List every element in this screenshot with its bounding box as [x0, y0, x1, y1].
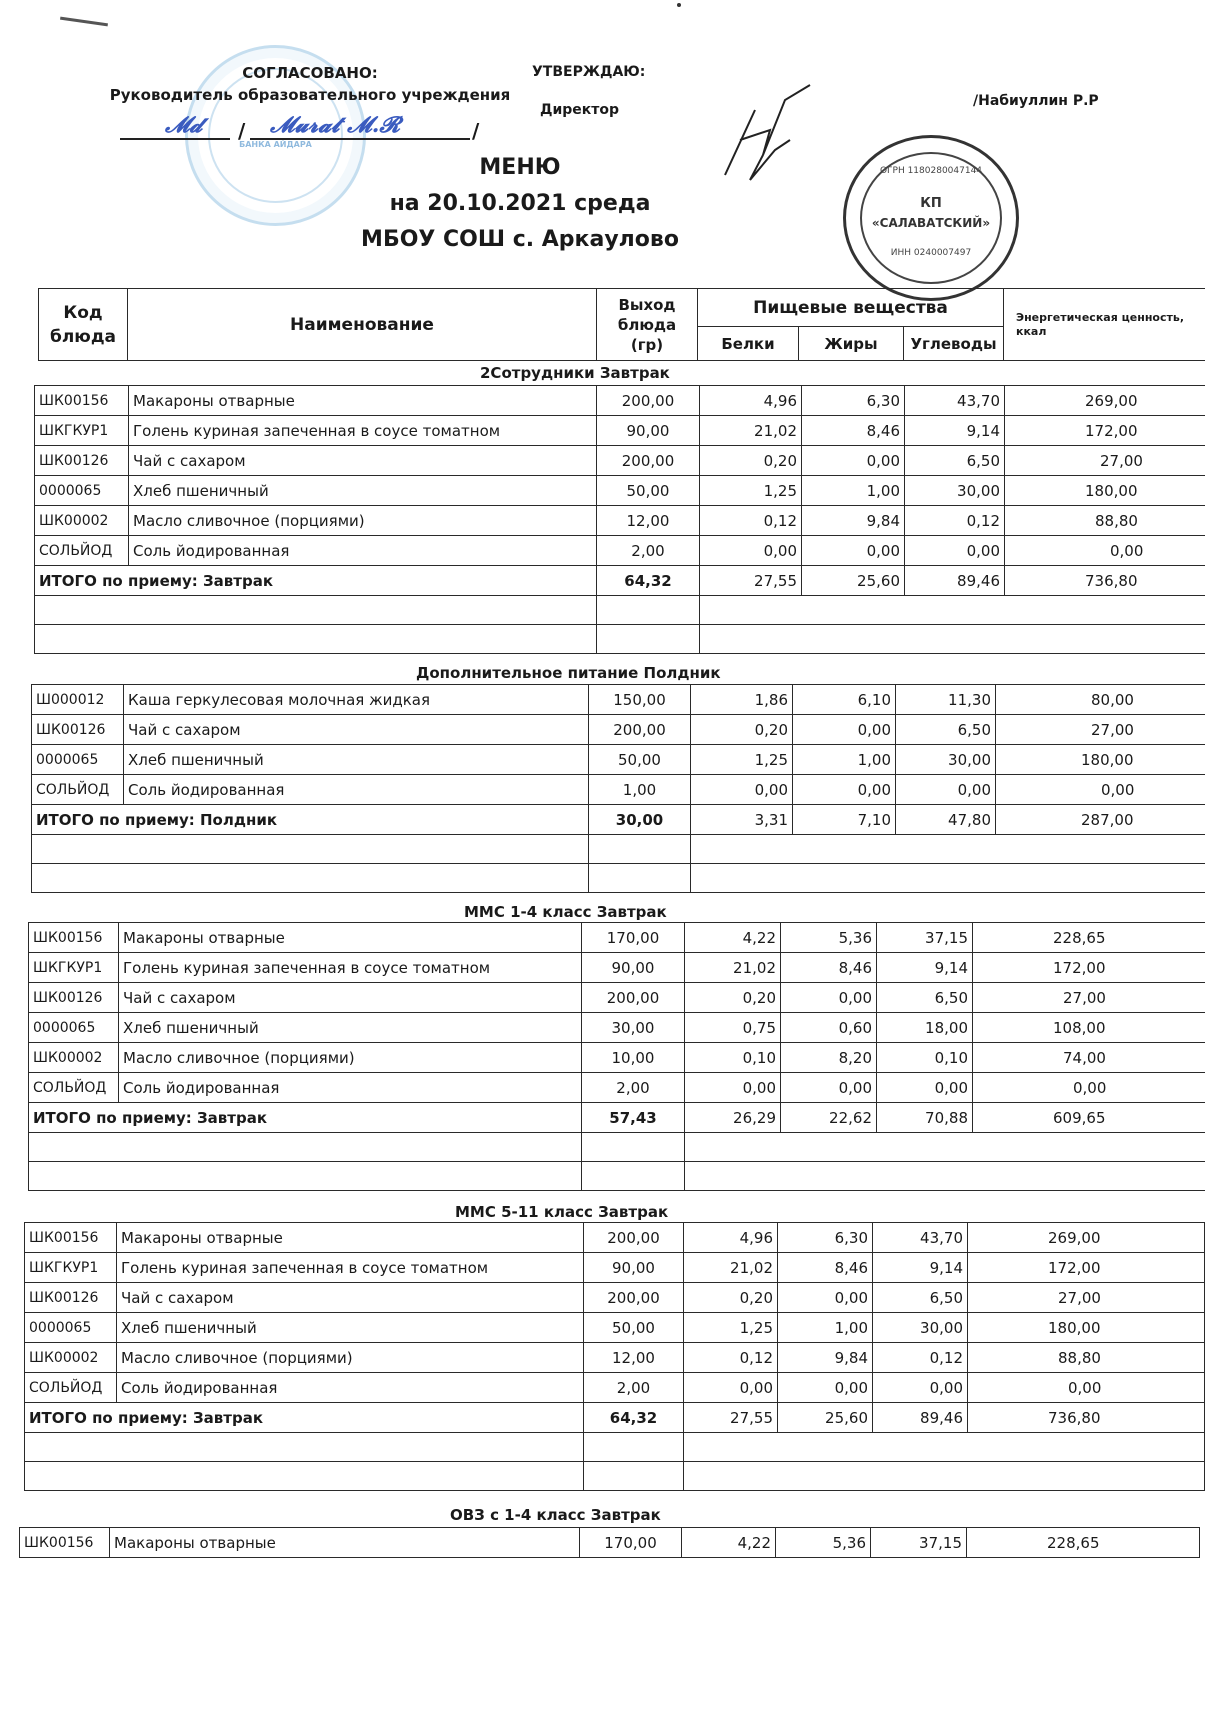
- cell-yield: 57,43: [582, 1103, 685, 1133]
- company-stamp: ОГРН 1180280047144 КП «САЛАВАТСКИЙ» ИНН 0240007497: [843, 135, 1019, 301]
- total-row: [25, 1403, 1205, 1433]
- total-row: [32, 805, 1205, 835]
- cell-yield: 50,00: [589, 745, 691, 775]
- menu-table-section-2: [31, 684, 1205, 893]
- agreed-role: Руководитель образовательного учреждения: [109, 86, 511, 104]
- cell-protein: 0,00: [684, 1373, 778, 1403]
- table-row: [32, 685, 1205, 715]
- cell-code: СОЛЬЙОД: [32, 775, 124, 805]
- cell-energy: 0,00: [1005, 536, 1205, 566]
- cell-yield: 170,00: [582, 923, 685, 953]
- cell-yield: 1,00: [589, 775, 691, 805]
- table-row: [35, 506, 1205, 536]
- cell-energy: 80,00: [996, 685, 1205, 715]
- cell-energy: 269,00: [1005, 386, 1205, 416]
- cell-name: Макароны отварные: [119, 923, 582, 953]
- cell-empty: [700, 625, 1205, 654]
- cell-protein: 0,00: [700, 536, 802, 566]
- cell-empty: [25, 1462, 584, 1491]
- cell-carbs: 43,70: [873, 1223, 968, 1253]
- cell-yield: 2,00: [584, 1373, 684, 1403]
- cell-empty: [29, 1162, 582, 1191]
- cell-yield: 30,00: [582, 1013, 685, 1043]
- cell-energy: 269,00: [968, 1223, 1205, 1253]
- cell-fat: 25,60: [778, 1403, 873, 1433]
- cell-protein: 0,20: [700, 446, 802, 476]
- table-row: [32, 775, 1205, 805]
- cell-fat: 5,36: [781, 923, 877, 953]
- cell-protein: 4,22: [685, 923, 781, 953]
- table-row: [29, 1013, 1205, 1043]
- cell-energy: 180,00: [1005, 476, 1205, 506]
- cell-protein: 0,12: [700, 506, 802, 536]
- cell-yield: 90,00: [597, 416, 700, 446]
- cell-empty: [582, 1133, 685, 1162]
- signature-scribble-icon: 𝓜𝓾𝓻𝓪𝓽 𝓜.𝓡: [270, 112, 400, 138]
- cell-protein: 1,25: [700, 476, 802, 506]
- cell-fat: 0,00: [778, 1283, 873, 1313]
- cell-code: СОЛЬЙОД: [35, 536, 129, 566]
- cell-empty: [29, 1133, 582, 1162]
- cell-protein: 21,02: [685, 953, 781, 983]
- title-menu: МЕНЮ: [479, 155, 561, 180]
- col-yield: Выход блюда (гр): [597, 289, 698, 361]
- cell-empty: [597, 625, 700, 654]
- empty-row: [32, 864, 1205, 893]
- cell-carbs: 0,00: [905, 536, 1005, 566]
- cell-name: Соль йодированная: [117, 1373, 584, 1403]
- cell-empty: [589, 835, 691, 864]
- cell-energy: 0,00: [968, 1373, 1205, 1403]
- menu-table-section-5: [19, 1527, 1200, 1558]
- cell-fat: 0,00: [778, 1373, 873, 1403]
- agreed-signature-line: 𝓜𝓭 / 𝓜𝓾𝓻𝓪𝓽 𝓜.𝓡 /: [120, 114, 500, 142]
- cell-energy: 88,80: [968, 1343, 1205, 1373]
- cell-empty: [684, 1462, 1205, 1491]
- cell-energy: 27,00: [1005, 446, 1205, 476]
- cell-empty: [691, 864, 1205, 893]
- approve-role: Директор: [540, 102, 620, 118]
- cell-yield: 2,00: [597, 536, 700, 566]
- col-carbs: Углеводы: [904, 327, 1004, 361]
- cell-fat: 8,46: [802, 416, 905, 446]
- col-name: Наименование: [128, 289, 597, 361]
- table-row: [35, 446, 1205, 476]
- cell-name: Соль йодированная: [124, 775, 589, 805]
- cell-empty: [25, 1433, 584, 1462]
- cell-protein: 1,86: [691, 685, 793, 715]
- cell-code: Ш000012: [32, 685, 124, 715]
- cell-fat: 7,10: [793, 805, 896, 835]
- cell-yield: 170,00: [580, 1528, 682, 1558]
- cell-protein: 0,00: [691, 775, 793, 805]
- cell-energy: 736,80: [1005, 566, 1205, 596]
- section-title: ММС 1-4 класс Завтрак: [464, 903, 667, 921]
- cell-yield: 200,00: [597, 446, 700, 476]
- cell-energy: 287,00: [996, 805, 1205, 835]
- table-row: [32, 715, 1205, 745]
- table-row: [35, 476, 1205, 506]
- cell-yield: 200,00: [589, 715, 691, 745]
- cell-code: ШК00002: [25, 1343, 117, 1373]
- cell-code: ШК00156: [20, 1528, 110, 1558]
- director-name: /Набиуллин Р.Р: [973, 93, 1099, 109]
- section-title: Дополнительное питание Полдник: [416, 664, 721, 682]
- cell-yield: 200,00: [584, 1283, 684, 1313]
- cell-yield: 90,00: [582, 953, 685, 983]
- cell-label: ИТОГО по приему: Завтрак: [25, 1403, 584, 1433]
- cell-yield: 200,00: [584, 1223, 684, 1253]
- cell-name: Голень куриная запеченная в соусе томатном: [119, 953, 582, 983]
- cell-name: Хлеб пшеничный: [119, 1013, 582, 1043]
- cell-yield: 200,00: [597, 386, 700, 416]
- menu-table-section-3: [28, 922, 1205, 1191]
- cell-code: ШК00126: [35, 446, 129, 476]
- cell-name: Масло сливочное (порциями): [117, 1343, 584, 1373]
- table-row: [35, 536, 1205, 566]
- section-title: ММС 5-11 класс Завтрак: [455, 1203, 669, 1221]
- cell-protein: 27,55: [700, 566, 802, 596]
- cell-code: ШКГКУР1: [35, 416, 129, 446]
- cell-energy: 27,00: [973, 983, 1205, 1013]
- empty-row: [35, 625, 1205, 654]
- cell-empty: [589, 864, 691, 893]
- empty-row: [29, 1133, 1205, 1162]
- cell-energy: 172,00: [968, 1253, 1205, 1283]
- cell-energy: 609,65: [973, 1103, 1205, 1133]
- cell-fat: 25,60: [802, 566, 905, 596]
- scan-dot: [677, 3, 681, 7]
- cell-yield: 50,00: [597, 476, 700, 506]
- cell-fat: 0,00: [802, 536, 905, 566]
- cell-fat: 9,84: [802, 506, 905, 536]
- total-row: [29, 1103, 1205, 1133]
- cell-fat: 6,30: [802, 386, 905, 416]
- cell-carbs: 89,46: [905, 566, 1005, 596]
- cell-carbs: 0,00: [896, 775, 996, 805]
- cell-carbs: 9,14: [905, 416, 1005, 446]
- cell-carbs: 30,00: [873, 1313, 968, 1343]
- cell-protein: 4,96: [700, 386, 802, 416]
- title-date: на 20.10.2021 среда: [389, 191, 651, 216]
- cell-empty: [32, 835, 589, 864]
- cell-code: 0000065: [29, 1013, 119, 1043]
- cell-empty: [584, 1433, 684, 1462]
- agreed-title: СОГЛАСОВАНО:: [242, 64, 378, 82]
- cell-energy: 736,80: [968, 1403, 1205, 1433]
- cell-carbs: 9,14: [873, 1253, 968, 1283]
- cell-protein: 4,22: [682, 1528, 776, 1558]
- signature-scribble-icon: 𝓜𝓭: [165, 112, 203, 138]
- cell-energy: 228,65: [973, 923, 1205, 953]
- cell-fat: 8,20: [781, 1043, 877, 1073]
- cell-name: Масло сливочное (порциями): [129, 506, 597, 536]
- cell-label: ИТОГО по приему: Завтрак: [29, 1103, 582, 1133]
- cell-empty: [684, 1433, 1205, 1462]
- director-signature-icon: [715, 80, 835, 190]
- cell-protein: 0,20: [691, 715, 793, 745]
- cell-fat: 8,46: [778, 1253, 873, 1283]
- cell-code: ШК00002: [35, 506, 129, 536]
- cell-protein: 0,20: [685, 983, 781, 1013]
- cell-code: ШК00126: [29, 983, 119, 1013]
- table-row: [35, 416, 1205, 446]
- cell-fat: 0,00: [793, 775, 896, 805]
- cell-name: Чай с сахаром: [124, 715, 589, 745]
- cell-protein: 27,55: [684, 1403, 778, 1433]
- empty-row: [32, 835, 1205, 864]
- table-row: [29, 923, 1205, 953]
- table-row: [29, 1043, 1205, 1073]
- cell-fat: 1,00: [778, 1313, 873, 1343]
- cell-energy: 0,00: [996, 775, 1205, 805]
- cell-carbs: 37,15: [877, 923, 973, 953]
- cell-energy: 27,00: [996, 715, 1205, 745]
- cell-energy: 74,00: [973, 1043, 1205, 1073]
- school-stamp-text: БАНКА АЙДАРА: [239, 140, 312, 149]
- title-school: МБОУ СОШ с. Аркаулово: [361, 227, 679, 252]
- cell-yield: 64,32: [584, 1403, 684, 1433]
- cell-code: ШК00126: [32, 715, 124, 745]
- cell-code: ШК00156: [35, 386, 129, 416]
- cell-code: ШК00002: [29, 1043, 119, 1073]
- cell-name: Хлеб пшеничный: [117, 1313, 584, 1343]
- cell-yield: 150,00: [589, 685, 691, 715]
- cell-carbs: 6,50: [877, 983, 973, 1013]
- cell-energy: 0,00: [973, 1073, 1205, 1103]
- table-row: [32, 745, 1205, 775]
- cell-yield: 12,00: [584, 1343, 684, 1373]
- cell-name: Масло сливочное (порциями): [119, 1043, 582, 1073]
- empty-row: [25, 1462, 1205, 1491]
- table-row: [25, 1343, 1205, 1373]
- cell-name: Чай с сахаром: [117, 1283, 584, 1313]
- total-row: [35, 566, 1205, 596]
- cell-name: Хлеб пшеничный: [124, 745, 589, 775]
- cell-carbs: 37,15: [871, 1528, 967, 1558]
- cell-fat: 8,46: [781, 953, 877, 983]
- cell-carbs: 89,46: [873, 1403, 968, 1433]
- cell-empty: [32, 864, 589, 893]
- cell-energy: 180,00: [968, 1313, 1205, 1343]
- col-protein: Белки: [698, 327, 799, 361]
- document-title: [340, 150, 700, 258]
- cell-empty: [685, 1133, 1205, 1162]
- cell-name: Голень куриная запеченная в соусе томатном: [129, 416, 597, 446]
- cell-yield: 64,32: [597, 566, 700, 596]
- table-row: [25, 1283, 1205, 1313]
- cell-empty: [584, 1462, 684, 1491]
- col-fat: Жиры: [799, 327, 904, 361]
- cell-protein: 1,25: [691, 745, 793, 775]
- cell-name: Макароны отварные: [110, 1528, 580, 1558]
- section-title: 2Сотрудники Завтрак: [480, 364, 670, 382]
- cell-fat: 0,00: [781, 983, 877, 1013]
- col-energy: Энергетическая ценность, ккал: [1004, 289, 1205, 361]
- cell-name: Макароны отварные: [129, 386, 597, 416]
- cell-fat: 22,62: [781, 1103, 877, 1133]
- cell-carbs: 70,88: [877, 1103, 973, 1133]
- cell-protein: 0,75: [685, 1013, 781, 1043]
- cell-carbs: 9,14: [877, 953, 973, 983]
- cell-carbs: 47,80: [896, 805, 996, 835]
- cell-protein: 1,25: [684, 1313, 778, 1343]
- cell-name: Чай с сахаром: [119, 983, 582, 1013]
- cell-empty: [35, 596, 597, 625]
- cell-code: 0000065: [25, 1313, 117, 1343]
- cell-name: Хлеб пшеничный: [129, 476, 597, 506]
- column-header-table: [38, 288, 1205, 361]
- cell-code: 0000065: [35, 476, 129, 506]
- col-code: Код блюда: [39, 289, 128, 361]
- cell-carbs: 6,50: [896, 715, 996, 745]
- cell-fat: 9,84: [778, 1343, 873, 1373]
- cell-yield: 30,00: [589, 805, 691, 835]
- cell-fat: 1,00: [793, 745, 896, 775]
- cell-yield: 50,00: [584, 1313, 684, 1343]
- cell-protein: 0,10: [685, 1043, 781, 1073]
- table-row: [35, 386, 1205, 416]
- table-row: [25, 1313, 1205, 1343]
- cell-yield: 10,00: [582, 1043, 685, 1073]
- cell-energy: 180,00: [996, 745, 1205, 775]
- cell-carbs: 30,00: [905, 476, 1005, 506]
- cell-fat: 6,30: [778, 1223, 873, 1253]
- cell-code: ШКГКУР1: [29, 953, 119, 983]
- cell-carbs: 11,30: [896, 685, 996, 715]
- cell-protein: 0,00: [685, 1073, 781, 1103]
- menu-table-section-1: [34, 385, 1205, 654]
- cell-energy: 27,00: [968, 1283, 1205, 1313]
- empty-row: [29, 1162, 1205, 1191]
- cell-yield: 200,00: [582, 983, 685, 1013]
- table-row: [29, 983, 1205, 1013]
- table-row: [29, 1073, 1205, 1103]
- cell-energy: 108,00: [973, 1013, 1205, 1043]
- cell-yield: 12,00: [597, 506, 700, 536]
- table-row: [20, 1528, 1200, 1558]
- cell-name: Голень куриная запеченная в соусе томатном: [117, 1253, 584, 1283]
- cell-carbs: 18,00: [877, 1013, 973, 1043]
- cell-protein: 0,12: [684, 1343, 778, 1373]
- cell-carbs: 43,70: [905, 386, 1005, 416]
- approve-title: УТВЕРЖДАЮ:: [532, 64, 646, 80]
- cell-name: Каша геркулесовая молочная жидкая: [124, 685, 589, 715]
- cell-code: СОЛЬЙОД: [29, 1073, 119, 1103]
- cell-empty: [597, 596, 700, 625]
- cell-carbs: 30,00: [896, 745, 996, 775]
- empty-row: [35, 596, 1205, 625]
- cell-name: Чай с сахаром: [129, 446, 597, 476]
- cell-energy: 228,65: [967, 1528, 1200, 1558]
- cell-protein: 3,31: [691, 805, 793, 835]
- cell-protein: 0,20: [684, 1283, 778, 1313]
- cell-empty: [700, 596, 1205, 625]
- empty-row: [25, 1433, 1205, 1462]
- cell-yield: 90,00: [584, 1253, 684, 1283]
- cell-carbs: 0,12: [873, 1343, 968, 1373]
- cell-fat: 0,00: [781, 1073, 877, 1103]
- cell-empty: [691, 835, 1205, 864]
- cell-code: ШК00156: [29, 923, 119, 953]
- cell-empty: [685, 1162, 1205, 1191]
- cell-protein: 21,02: [700, 416, 802, 446]
- table-row: [25, 1373, 1205, 1403]
- cell-carbs: 0,12: [905, 506, 1005, 536]
- table-row: [25, 1253, 1205, 1283]
- cell-energy: 172,00: [1005, 416, 1205, 446]
- cell-name: Соль йодированная: [129, 536, 597, 566]
- cell-code: ШК00156: [25, 1223, 117, 1253]
- cell-fat: 0,60: [781, 1013, 877, 1043]
- cell-energy: 88,80: [1005, 506, 1205, 536]
- cell-protein: 21,02: [684, 1253, 778, 1283]
- col-nutrients: Пищевые вещества: [698, 289, 1004, 327]
- cell-fat: 0,00: [802, 446, 905, 476]
- cell-carbs: 0,00: [877, 1073, 973, 1103]
- cell-code: СОЛЬЙОД: [25, 1373, 117, 1403]
- cell-fat: 1,00: [802, 476, 905, 506]
- cell-label: ИТОГО по приему: Полдник: [32, 805, 589, 835]
- cell-carbs: 6,50: [873, 1283, 968, 1313]
- cell-carbs: 6,50: [905, 446, 1005, 476]
- cell-protein: 26,29: [685, 1103, 781, 1133]
- agreed-block: [80, 62, 540, 142]
- cell-energy: 172,00: [973, 953, 1205, 983]
- cell-name: Соль йодированная: [119, 1073, 582, 1103]
- cell-carbs: 0,00: [873, 1373, 968, 1403]
- table-row: [29, 953, 1205, 983]
- cell-code: ШК00126: [25, 1283, 117, 1313]
- table-row: [25, 1223, 1205, 1253]
- scan-mark: [60, 17, 108, 27]
- cell-protein: 4,96: [684, 1223, 778, 1253]
- cell-yield: 2,00: [582, 1073, 685, 1103]
- cell-fat: 6,10: [793, 685, 896, 715]
- menu-table-section-4: [24, 1222, 1205, 1491]
- cell-empty: [582, 1162, 685, 1191]
- cell-label: ИТОГО по приему: Завтрак: [35, 566, 597, 596]
- cell-carbs: 0,10: [877, 1043, 973, 1073]
- cell-name: Макароны отварные: [117, 1223, 584, 1253]
- section-title: ОВЗ с 1-4 класс Завтрак: [450, 1506, 661, 1524]
- cell-code: 0000065: [32, 745, 124, 775]
- cell-fat: 0,00: [793, 715, 896, 745]
- cell-fat: 5,36: [776, 1528, 871, 1558]
- cell-code: ШКГКУР1: [25, 1253, 117, 1283]
- cell-empty: [35, 625, 597, 654]
